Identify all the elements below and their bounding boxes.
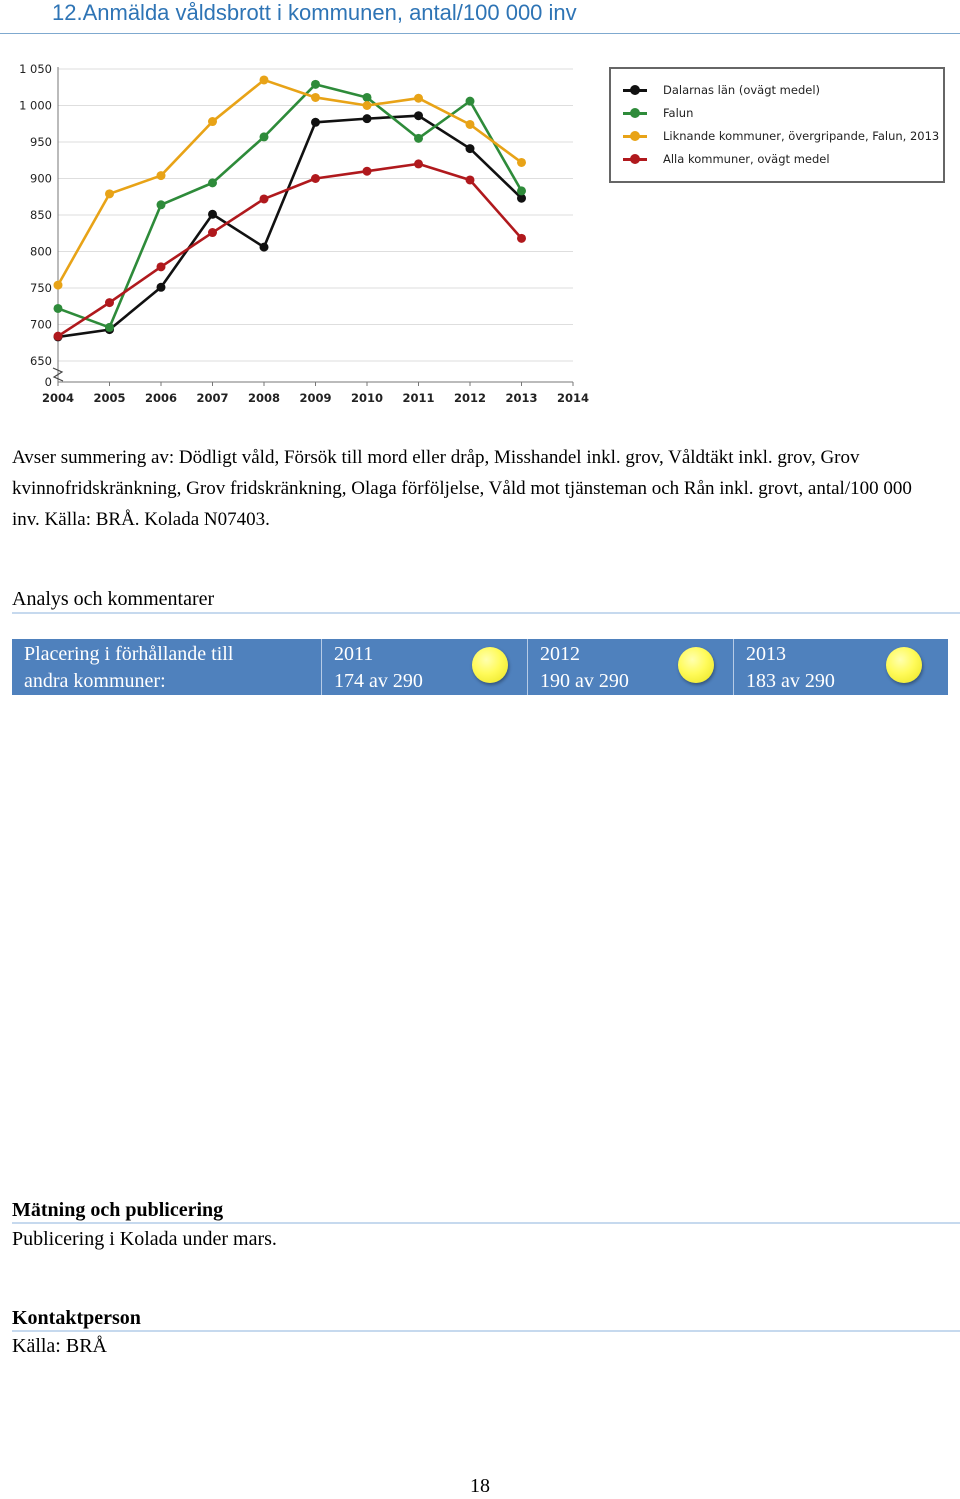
data-point: [517, 158, 526, 167]
contact-title: Kontaktperson: [12, 1307, 141, 1329]
chart-description: Avser summering av: Dödligt våld, Försök till mord eller dråp, Misshandel inkl. grov, Våldtäkt inkl. grov, Grov kvinnofridskränkning, Grov fridskränkning, Olaga förföljelse, Våld mot tjänsteman och Rån inkl. grovt, antal/100 000 inv. Källa: BRÅ. Kolada N07403.: [12, 447, 912, 530]
legend-marker-icon: [623, 84, 647, 96]
heading-divider: [0, 33, 960, 34]
data-point: [105, 189, 114, 198]
measurement-divider: [12, 1222, 960, 1224]
y-tick-label: 800: [30, 244, 52, 259]
ranking-value: 190 av 290: [540, 670, 629, 692]
legend-item: [623, 127, 939, 145]
data-point: [157, 171, 166, 180]
status-indicator-icon: [678, 647, 714, 683]
data-point: [466, 144, 475, 153]
line-chart: [0, 55, 600, 415]
data-point: [260, 194, 269, 203]
x-tick-label: 2006: [144, 391, 178, 405]
measurement-text: Publicering i Kolada under mars.: [12, 1228, 277, 1250]
data-point: [363, 101, 372, 110]
data-point: [260, 243, 269, 252]
x-tick-label: 2009: [299, 391, 332, 405]
data-point: [414, 159, 423, 168]
data-point: [208, 117, 217, 126]
data-point: [208, 210, 217, 219]
x-tick-label: 2011: [402, 391, 435, 405]
y-tick-label: 1 000: [19, 98, 52, 113]
ranking-year: 2012: [540, 643, 580, 665]
legend-label: Liknande kommuner, övergripande, Falun, 2013: [663, 129, 940, 143]
status-indicator-icon: [886, 647, 922, 683]
y-tick-label: 0: [44, 375, 52, 389]
ranking-value: 174 av 290: [334, 670, 423, 692]
data-point: [54, 332, 63, 341]
page-number: 18: [470, 1475, 490, 1497]
legend-item: [623, 104, 693, 122]
analysis-divider: [12, 612, 960, 614]
data-point: [363, 93, 372, 102]
ranking-year: 2011: [334, 643, 374, 665]
x-tick-label: 2014: [556, 391, 590, 405]
data-point: [54, 304, 63, 313]
ranking-year: 2013: [746, 643, 786, 665]
data-point: [466, 175, 475, 184]
x-tick-label: 2012: [453, 391, 487, 405]
data-point: [363, 114, 372, 123]
legend-label: Alla kommuner, ovägt medel: [663, 152, 830, 166]
data-point: [157, 283, 166, 292]
ranking-label-cell: [12, 639, 322, 695]
data-point: [414, 134, 423, 143]
series-line-4: [58, 164, 522, 336]
data-point: [466, 97, 475, 106]
data-point: [414, 111, 423, 120]
legend-label: Dalarnas län (ovägt medel): [663, 83, 821, 97]
data-point: [208, 178, 217, 187]
data-point: [260, 132, 269, 141]
axis-break-icon: [53, 368, 63, 381]
ranking-value: 183 av 290: [746, 670, 835, 692]
data-point: [517, 186, 526, 195]
legend-marker-icon: [623, 153, 647, 165]
data-point: [311, 174, 320, 183]
data-point: [466, 120, 475, 129]
ranking-cell-2012: [528, 639, 734, 695]
data-point: [311, 80, 320, 89]
ranking-label-line1: Placering i förhållande till: [24, 643, 234, 665]
x-tick-label: 2005: [93, 391, 126, 405]
y-tick-label: 750: [30, 281, 52, 295]
x-tick-label: 2010: [350, 391, 384, 405]
data-point: [311, 93, 320, 102]
data-point: [157, 262, 166, 271]
data-point: [105, 323, 114, 332]
y-tick-label: 700: [30, 317, 52, 332]
legend-marker-icon: [623, 130, 647, 142]
y-tick-label: 950: [30, 135, 52, 149]
data-point: [414, 94, 423, 103]
ranking-table: [12, 639, 948, 695]
page-heading: 12.Anmälda våldsbrott i kommunen, antal/100 000 inv: [52, 0, 577, 25]
ranking-cell-2013: [734, 639, 948, 695]
y-tick-label: 650: [30, 354, 52, 368]
legend-item: [623, 150, 830, 168]
y-tick-label: 900: [30, 171, 52, 186]
data-point: [54, 281, 63, 290]
x-tick-label: 2007: [196, 391, 229, 405]
data-point: [311, 118, 320, 127]
data-point: [363, 167, 372, 176]
contact-divider: [12, 1330, 960, 1332]
analysis-title: Analys och kommentarer: [12, 588, 215, 610]
y-tick-label: 850: [30, 208, 52, 222]
data-point: [157, 200, 166, 209]
ranking-cell-2011: [322, 639, 528, 695]
x-tick-label: 2013: [505, 391, 538, 405]
legend-item: [623, 81, 820, 99]
ranking-label-line2: andra kommuner:: [24, 670, 166, 692]
data-point: [517, 234, 526, 243]
legend-label: Falun: [663, 106, 694, 120]
data-point: [260, 75, 269, 84]
legend-marker-icon: [623, 107, 647, 119]
x-tick-label: 2008: [247, 391, 281, 405]
chart-legend: [609, 67, 945, 183]
x-tick-label: 2004: [41, 391, 75, 405]
data-point: [208, 228, 217, 237]
data-point: [105, 298, 114, 307]
status-indicator-icon: [472, 647, 508, 683]
series-line-1: [58, 116, 522, 337]
measurement-title: Mätning och publicering: [12, 1199, 224, 1221]
y-tick-label: 1 050: [19, 62, 52, 76]
contact-text: Källa: BRÅ: [12, 1335, 107, 1357]
